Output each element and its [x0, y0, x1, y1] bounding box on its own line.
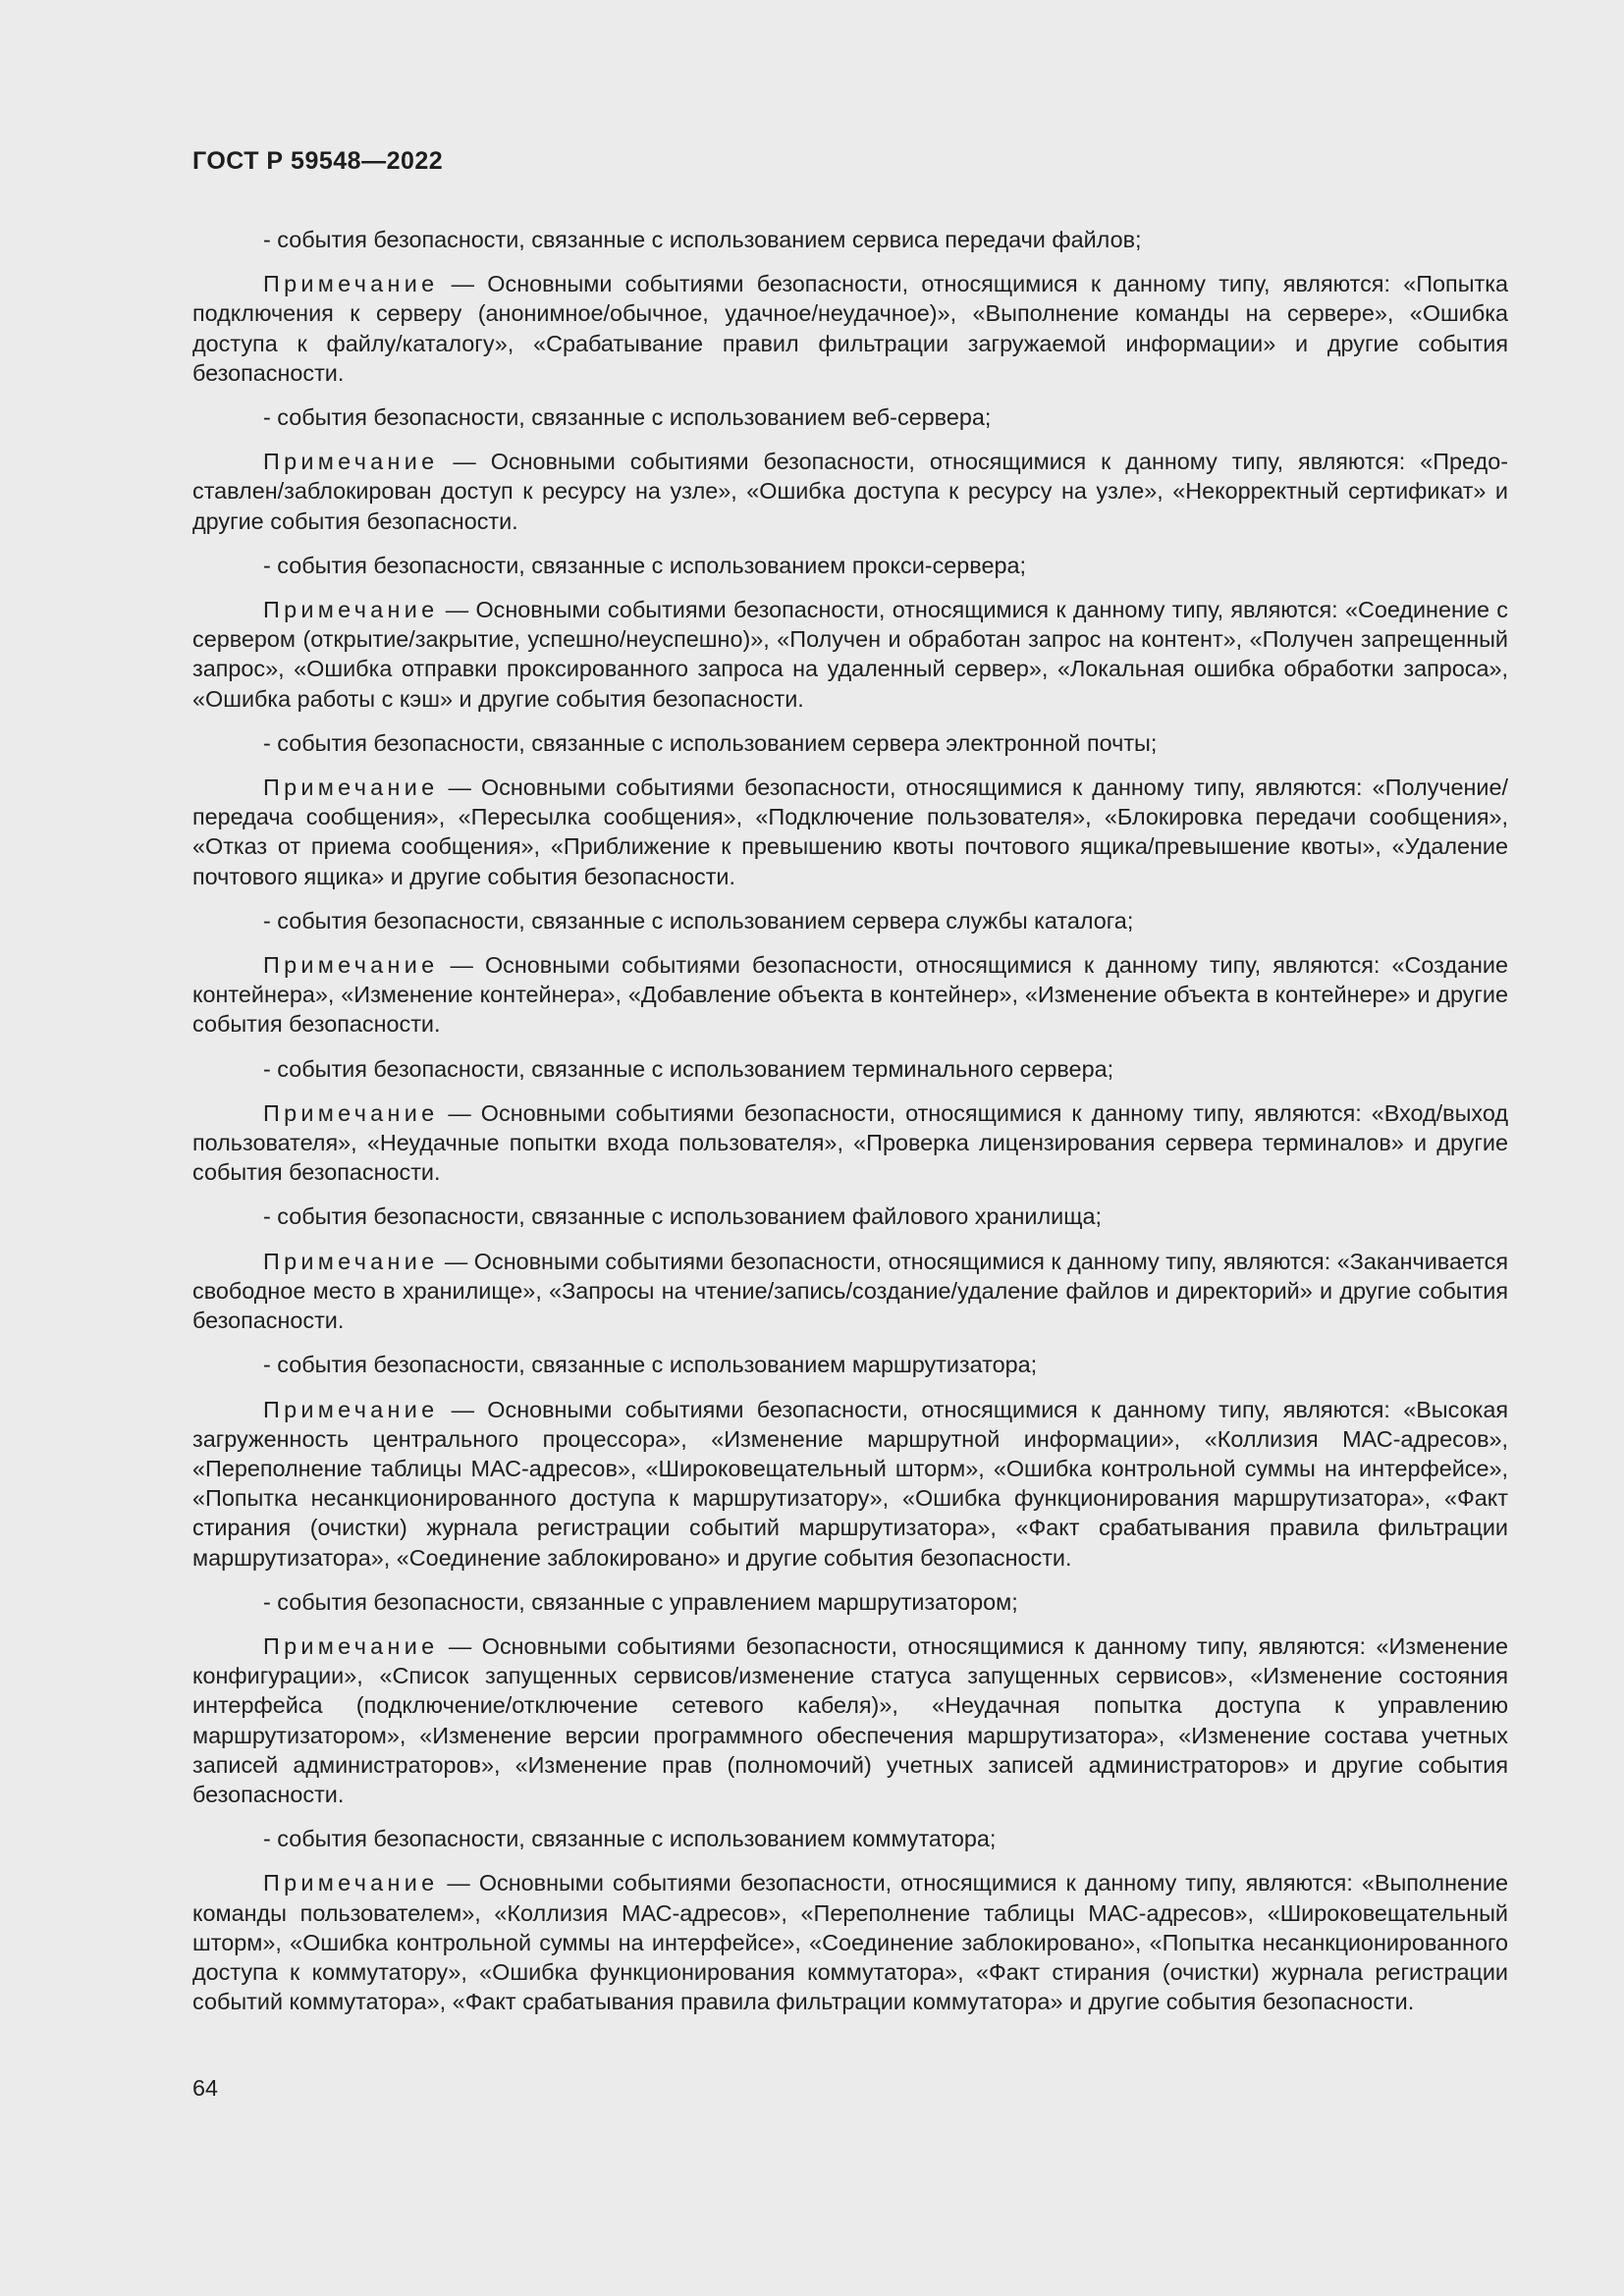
note-label: Примечание: [263, 597, 439, 623]
note-paragraph: [192, 1631, 1508, 1809]
page-number: 64: [192, 2075, 219, 2101]
list-item: - события безопасности, связанные с использованием прокси-сервера;: [263, 552, 1026, 578]
note-label: Примечание: [263, 271, 439, 297]
list-item: - события безопасности, связанные с использованием коммутатора;: [263, 1826, 997, 1852]
note-label: Примечание: [263, 1099, 439, 1126]
note-label: Примечание: [263, 1396, 439, 1422]
list-item: - события безопасности, связанные с использованием сервера службы каталога;: [263, 907, 1134, 934]
note-paragraph: [192, 595, 1508, 714]
document-header: ГОСТ Р 59548—2022: [192, 147, 444, 175]
note-text: — Основными событиями безопасности, относящимися к данному типу, являются: «Высокая загруженность центрального процессора», «Изменение маршрутной информации», «Коллизия МАС-адресов», «Переполнение таблицы МАС-адресов», «Широковещательный шторм», «Ошибка контрольной суммы на интерфейсе», «Попытка несанкционированного доступа к маршрутизатору», «Ошибка функционирования маршрутизатора», «Факт стирания (очистки) журнала регистрации событий маршрутизатора», «Факт срабатывания правила фильтрации маршрутизатора», «Соединение заблокировано» и другие события безопасности.: [192, 1396, 1509, 1571]
note-text: — Основными событиями безопасности, относящимися к данному типу, являются: «Соединение с сервером (открытие/закрытие, успешно/неуспешно)», «Получен и обработан запрос на контент», «Получен запрещенный запрос», «Ошибка отправки проксированного запроса на удаленный сервер», «Локальная ошибка обработки запроса», «Ошибка работы с кэш» и другие события безопасности.: [192, 597, 1509, 712]
note-paragraph: [192, 1247, 1508, 1336]
document-body: [192, 225, 1508, 2031]
note-label: Примечание: [263, 1632, 439, 1659]
note-label: Примечание: [263, 449, 439, 475]
note-paragraph: [192, 1395, 1508, 1573]
list-item: - события безопасности, связанные с использованием файлового хранилища;: [263, 1203, 1102, 1230]
list-item: - события безопасности, связанные с использованием сервера электронной почты;: [263, 729, 1158, 756]
list-item: - события безопасности, связанные с использованием маршрутизатора;: [263, 1352, 1038, 1378]
note-label: Примечание: [263, 774, 439, 801]
note-label: Примечание: [263, 1248, 439, 1274]
note-paragraph: [192, 269, 1508, 388]
note-text: — Основными событиями безопасности, относящимися к данному типу, являются: «Попытка подключения к серверу (анонимное/обычное, удачное/неудачное)», «Выполнение команды на сервере», «Ошибка доступа к файлу/каталогу», «Срабатывание правил фильтрации загружаемой информации» и другие события безопасности.: [192, 271, 1508, 386]
note-paragraph: [192, 950, 1508, 1040]
note-label: Примечание: [263, 952, 439, 979]
list-item: - события безопасности, связанные с использованием сервиса передачи файлов;: [263, 227, 1142, 252]
note-text: — Основными событиями безопасности, относящимися к данному типу, являются: «Вход/выход пользователя», «Неудачные попытки входа пользователя», «Проверка лицензирования сервера терминалов» и другие события безопасности.: [192, 1099, 1508, 1186]
note-paragraph: [192, 447, 1508, 536]
note-text: — Основными событиями безопасности, относящимися к данному типу, являются: «Предоставлен/заблокирован доступ к ресурсу на узле», «Ошибка доступа к ресурсу на узле», «Некорректный сертификат» и другие события безопасности.: [192, 449, 1508, 534]
note-text: — Основными событиями безопасности, относящимися к данному типу, являются: «Изменение конфигурации», «Список запущенных сервисов/изменение статуса запущенных сервисов», «Изменение состояния интерфейса (подключение/отключение сетевого кабеля)», «Неудачная попытка доступа к управлению маршрутизатором», «Изменение версии программного обеспечения маршрутизатора», «Изменение состава учетных записей администраторов», «Изменение прав (полномочий) учетных записей администраторов» и другие события безопасности.: [192, 1632, 1509, 1807]
note-text: — Основными событиями безопасности, относящимися к данному типу, являются: «Выполнение команды пользователем», «Коллизия МАС-адресов», «Переполнение таблицы МАС-адресов», «Широковещательный шторм», «Ошибка контрольной суммы на интерфейсе», «Соединение заблокировано», «Попытка несанкционированного доступа к коммутатору», «Ошибка функционирования коммутатора», «Факт стирания (очистки) журнала регистрации событий коммутатора», «Факт срабатывания правила фильтрации коммутатора» и другие события безопасности.: [192, 1870, 1508, 2015]
note-paragraph: [192, 1098, 1508, 1188]
note-text: — Основными событиями безопасности, относящимися к данному типу, являются: «Получение/передача сообщения», «Пересылка сообщения», «Подключение пользователя», «Блокировка передачи сообщения», «Отказ от приема сообщения», «Приближение к превышению квоты почтового ящика/превышение квоты», «Удаление почтового ящика» и другие события безопасности.: [192, 774, 1508, 889]
note-text: — Основными событиями безопасности, относящимися к данному типу, являются: «Заканчивается свободное место в хранилище», «Запросы на чтение/запись/создание/удаление файлов и директорий» и другие события безопасности.: [192, 1248, 1509, 1334]
list-item: - события безопасности, связанные с использованием терминального сервера;: [263, 1055, 1114, 1082]
note-label: Примечание: [263, 1870, 439, 1896]
list-item: - события безопасности, связанные с управлением маршрутизатором;: [263, 1588, 1018, 1615]
note-paragraph: [192, 773, 1508, 891]
note-text: — Основными событиями безопасности, относящимися к данному типу, являются: «Создание контейнера», «Изменение контейнера», «Добавление объекта в контейнер», «Изменение объекта в контейнере» и другие события безопасности.: [192, 952, 1509, 1038]
list-item: - события безопасности, связанные с использованием веб-сервера;: [263, 404, 992, 431]
note-paragraph: [192, 1868, 1508, 2016]
